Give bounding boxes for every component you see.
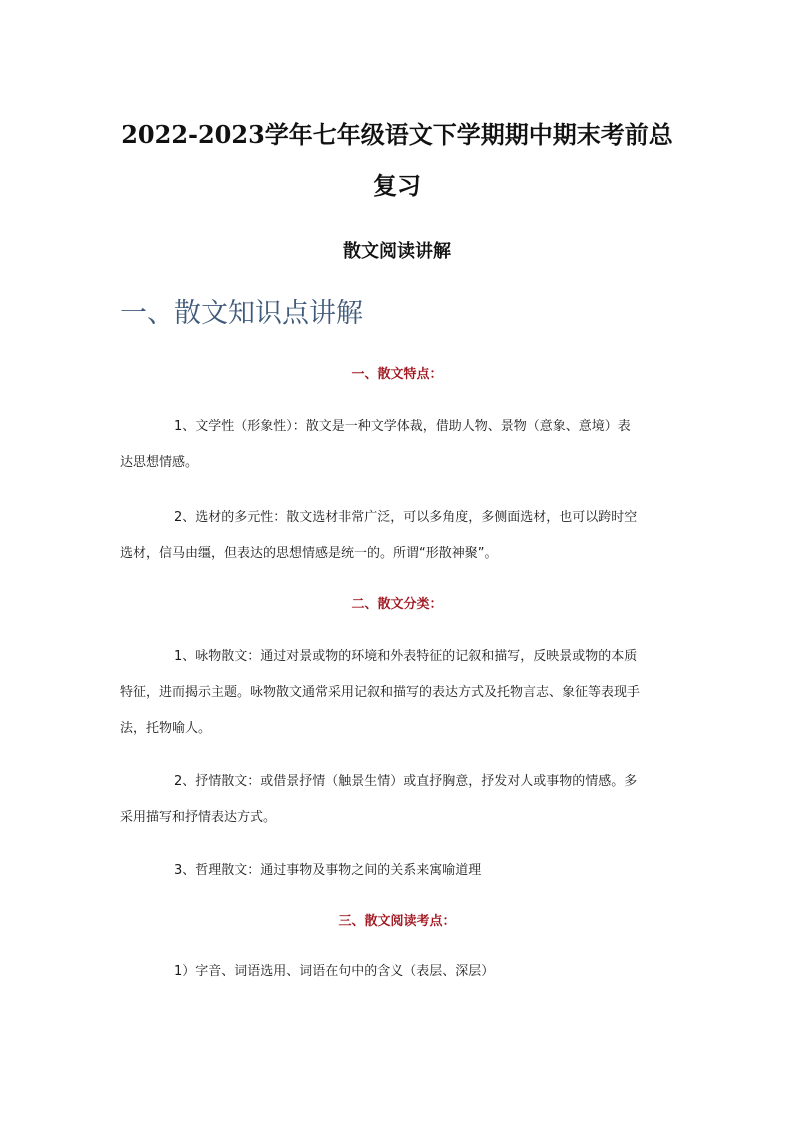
- paragraph-line: 1、咏物散文：通过对景或物的环境和外表特征的记叙和描写，反映景或物的本质: [174, 649, 638, 664]
- document-title-line-1: 2022-2023学年七年级语文下学期期中期末考前总: [121, 120, 673, 149]
- paragraph-line: 3、哲理散文：通过事物及事物之间的关系来寓喻道理: [174, 863, 482, 878]
- paragraph-line: 法，托物喻人。: [120, 721, 212, 736]
- section-heading-categories: 二、散文分类：: [351, 597, 443, 612]
- section-heading-exam-points: 三、散文阅读考点：: [338, 914, 456, 929]
- paragraph-line: 达思想情感。: [120, 455, 199, 470]
- paragraph-line: 特征，进而揭示主题。咏物散文通常采用记叙和描写的表达方式及托物言志、象征等表现手: [120, 685, 641, 700]
- paragraph-line: 1、文学性（形象性）：散文是一种文学体裁，借助人物、景物（意象、意境）表: [174, 419, 631, 434]
- paragraph-line: 选材，信马由缰，但表达的思想情感是统一的。所谓“形散神聚”。: [120, 546, 498, 561]
- section-heading-features: 一、散文特点：: [351, 367, 443, 382]
- heading-level-1: 一、散文知识点讲解: [120, 298, 363, 329]
- document-subtitle: 散文阅读讲解: [343, 241, 451, 262]
- document-title-line-2: 复习: [373, 171, 421, 200]
- paragraph-line: 1）字音、词语选用、词语在句中的含义（表层、深层）: [174, 964, 495, 979]
- paragraph-line: 采用描写和抒情表达方式。: [120, 810, 277, 825]
- paragraph-line: 2、抒情散文：或借景抒情（触景生情）或直抒胸意，抒发对人或事物的情感。多: [174, 774, 638, 789]
- paragraph-line: 2、选材的多元性：散文选材非常广泛，可以多角度，多侧面选材，也可以跨时空: [174, 510, 638, 525]
